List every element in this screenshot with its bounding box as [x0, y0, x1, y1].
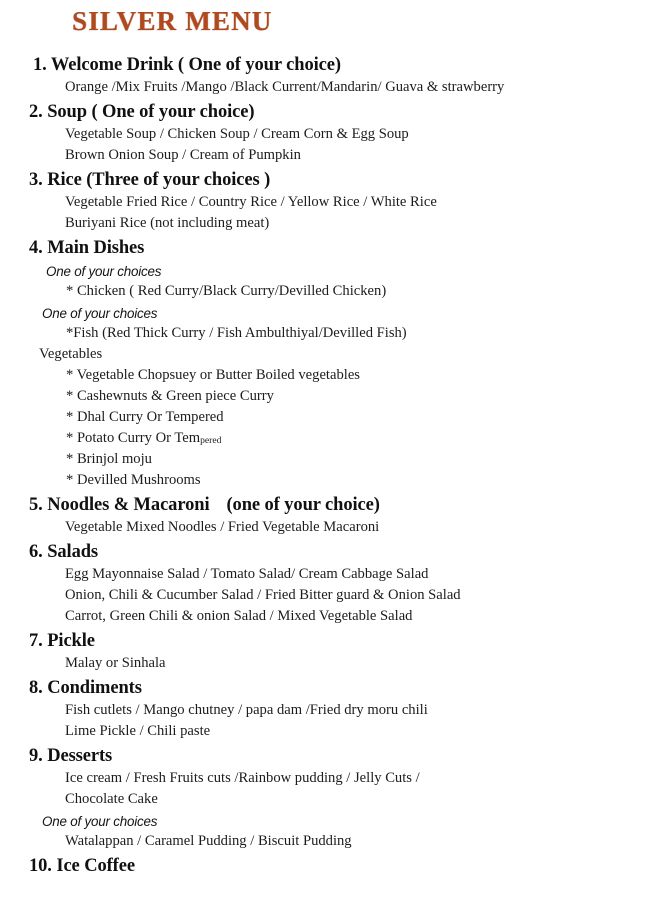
section-heading-rice: 3. Rice (Three of your choices ) [29, 169, 271, 190]
menu-item-chicken: * Chicken ( Red Curry/Black Curry/Devilled Chicken) [66, 283, 387, 300]
choice-note: One of your choices [46, 263, 162, 279]
menu-item-line: Brown Onion Soup / Cream of Pumpkin [65, 147, 301, 164]
choice-note: One of your choices [42, 305, 158, 321]
menu-item-line: Buriyani Rice (not including meat) [65, 215, 270, 232]
menu-item-vegetable: * Dhal Curry Or Tempered [66, 409, 224, 426]
menu-item-line: Vegetable Fried Rice / Country Rice / Yellow Rice / White Rice [65, 194, 437, 211]
menu-item-line: Ice cream / Fresh Fruits cuts /Rainbow pudding / Jelly Cuts / [65, 770, 420, 787]
section-heading-ice-coffee: 10. Ice Coffee [29, 855, 135, 876]
menu-item-potato [0, 425, 650, 446]
menu-item-vegetable: * Devilled Mushrooms [66, 472, 201, 489]
group-label-vegetables: Vegetables [39, 346, 103, 363]
menu-item-line: Egg Mayonnaise Salad / Tomato Salad/ Cream Cabbage Salad [65, 566, 429, 583]
menu-item-line: Vegetable Soup / Chicken Soup / Cream Corn & Egg Soup [65, 126, 409, 143]
menu-item-vegetable: * Cashewnuts & Green piece Curry [66, 388, 274, 405]
section-heading-desserts: 9. Desserts [29, 745, 113, 766]
menu-item-line: Lime Pickle / Chili paste [65, 723, 211, 740]
menu-item-line: Fish cutlets / Mango chutney / papa dam /Fried dry moru chili [65, 702, 428, 719]
choice-note: One of your choices [42, 813, 158, 829]
menu-item-line: Watalappan / Caramel Pudding / Biscuit Pudding [65, 833, 352, 850]
section-heading-noodles-qualifier: (one of your choice) [226, 494, 380, 515]
section-heading-welcome-drink: 1. Welcome Drink ( One of your choice) [33, 54, 341, 75]
menu-item-potato-suffix: pered [200, 435, 222, 447]
menu-item-line: Carrot, Green Chili & onion Salad / Mixed Vegetable Salad [65, 608, 413, 625]
section-heading-pickle: 7. Pickle [29, 630, 95, 651]
menu-item-vegetable: * Vegetable Chopsuey or Butter Boiled vegetables [66, 367, 360, 384]
section-heading-noodles-macaroni [0, 488, 650, 514]
menu-item-potato-main: * Potato Curry Or Tem [66, 430, 201, 447]
section-heading-soup: 2. Soup ( One of your choice) [29, 101, 255, 122]
menu-item-line: Malay or Sinhala [65, 655, 166, 672]
menu-sections-list [0, 48, 650, 875]
section-heading-salads: 6. Salads [29, 541, 99, 562]
menu-item-fish: *Fish (Red Thick Curry / Fish Ambulthiyal/Devilled Fish) [66, 325, 407, 342]
page-title: SILVER MENU [72, 6, 273, 36]
section-heading-noodles-main: 5. Noodles & Macaroni [29, 494, 210, 515]
menu-item-line: Orange /Mix Fruits /Mango /Black Current/Mandarin/ Guava & strawberry [65, 79, 505, 96]
menu-item-line: Vegetable Mixed Noodles / Fried Vegetable Macaroni [65, 519, 380, 536]
menu-item-vegetable: * Brinjol moju [66, 451, 152, 468]
section-heading-main-dishes: 4. Main Dishes [29, 237, 145, 258]
menu-item-line: Onion, Chili & Cucumber Salad / Fried Bitter guard & Onion Salad [65, 587, 461, 604]
section-heading-condiments: 8. Condiments [29, 677, 142, 698]
menu-item-line: Chocolate Cake [65, 791, 158, 808]
